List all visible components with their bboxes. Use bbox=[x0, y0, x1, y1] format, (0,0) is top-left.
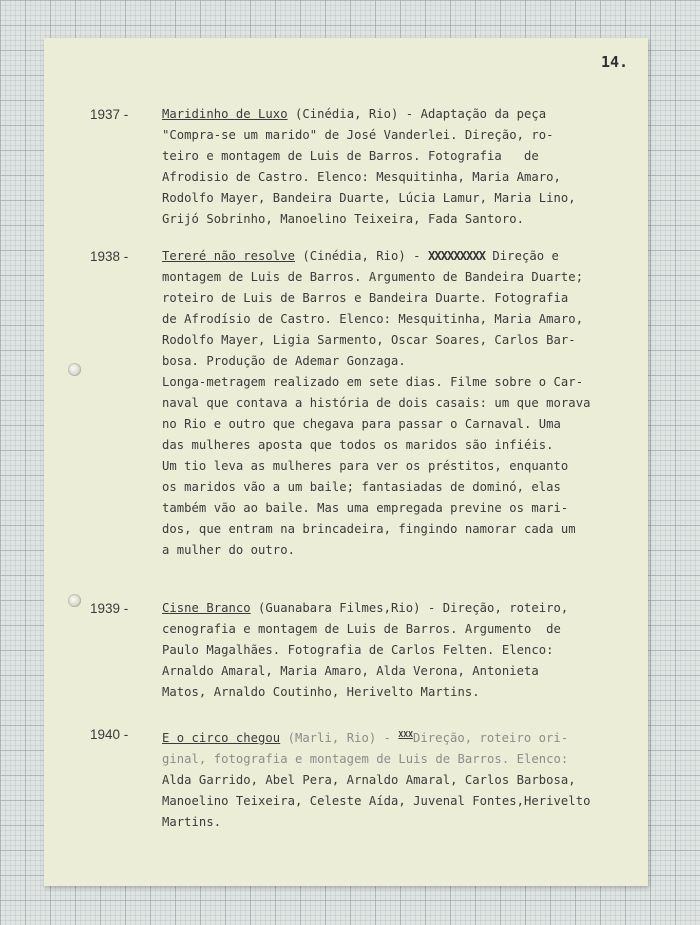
entry-line: Afrodisio de Castro. Elenco: Mesquitinha, Maria Amaro, bbox=[162, 170, 561, 184]
entry-line: também vão ao baile. Mas uma empregada previne os mari- bbox=[162, 501, 569, 515]
entry-line: Matos, Arnaldo Coutinho, Herivelto Martins. bbox=[162, 685, 480, 699]
entry-line: montagem de Luis de Barros. Argumento de Bandeira Duarte; bbox=[162, 270, 584, 284]
entry-line: Cisne Branco (Guanabara Filmes,Rio) - Direção, roteiro, bbox=[162, 601, 569, 615]
entry-line: Manoelino Teixeira, Celeste Aída, Juvenal Fontes,Herivelto bbox=[162, 794, 591, 808]
entry-line: dos, que entram na brincadeira, fingindo namorar cada um bbox=[162, 522, 576, 536]
entry-line: Rodolfo Mayer, Ligia Sarmento, Oscar Soares, Carlos Bar- bbox=[162, 333, 576, 347]
filmography-entry-1940 bbox=[90, 724, 591, 833]
entry-line: Paulo Magalhães. Fotografia de Carlos Felten. Elenco: bbox=[162, 643, 554, 657]
entry-year: 1937 - bbox=[90, 107, 129, 122]
typewritten-page bbox=[44, 38, 648, 886]
punch-hole-icon bbox=[68, 594, 81, 607]
film-title: Cisne Branco bbox=[162, 601, 251, 615]
punch-hole-icon bbox=[68, 363, 81, 376]
entry-line: naval que contava a história de dois casais: um que morava bbox=[162, 396, 591, 410]
struck-text: XXX bbox=[398, 730, 414, 739]
entry-line: Martins. bbox=[162, 815, 222, 829]
entry-line: Tereré não resolve (Cinédia, Rio) - XXXXXXXXX Direção e bbox=[162, 249, 559, 263]
entry-year: 1939 - bbox=[90, 601, 129, 616]
entry-line: teiro e montagem de Luis de Barros. Fotografia de bbox=[162, 149, 539, 163]
entry-line: ginal, fotografia e montagem de Luis de Barros. Elenco: bbox=[162, 752, 569, 766]
entry-line: Rodolfo Mayer, Bandeira Duarte, Lúcia Lamur, Maria Lino, bbox=[162, 191, 576, 205]
film-title: Maridinho de Luxo bbox=[162, 107, 288, 121]
entry-line: das mulheres aposta que todos os maridos são infiéis. bbox=[162, 438, 554, 452]
entry-year: 1940 - bbox=[90, 727, 129, 742]
entry-line: Alda Garrido, Abel Pera, Arnaldo Amaral, Carlos Barbosa, bbox=[162, 773, 576, 787]
film-title: E o circo chegou bbox=[162, 731, 281, 745]
filmography-entry-1937 bbox=[90, 104, 576, 230]
filmography-entry-1938 bbox=[90, 246, 591, 561]
filmography-entry-1939 bbox=[90, 598, 569, 703]
entry-line: E o circo chegou (Marli, Rio) - $^{XXX}$Direção, roteiro ori- bbox=[162, 730, 569, 745]
entry-line: Arnaldo Amaral, Maria Amaro, Alda Verona, Antonieta bbox=[162, 664, 539, 678]
entry-line: os maridos vão a um baile; fantasiadas de dominó, elas bbox=[162, 480, 561, 494]
entry-line: "Compra-se um marido" de José Vanderlei. Direção, ro- bbox=[162, 128, 554, 142]
entry-year: 1938 - bbox=[90, 249, 129, 264]
entry-line: cenografia e montagem de Luis de Barros. Argumento de bbox=[162, 622, 561, 636]
entry-line: roteiro de Luis de Barros e Bandeira Duarte. Fotografia bbox=[162, 291, 569, 305]
entry-line: bosa. Produção de Ademar Gonzaga. bbox=[162, 354, 406, 368]
entry-line: Maridinho de Luxo (Cinédia, Rio) - Adaptação da peça bbox=[162, 107, 547, 121]
film-title: Tereré não resolve bbox=[162, 249, 295, 263]
page-number: 14. bbox=[601, 53, 629, 71]
struck-text: XXXXXXXXX bbox=[427, 249, 486, 263]
entry-line: no Rio e outro que chegava para passar o Carnaval. Uma bbox=[162, 417, 561, 431]
entry-line: Longa-metragem realizado em sete dias. Filme sobre o Car- bbox=[162, 375, 584, 389]
entry-line: Um tio leva as mulheres para ver os préstitos, enquanto bbox=[162, 459, 569, 473]
entry-line: de Afrodísio de Castro. Elenco: Mesquitinha, Maria Amaro, bbox=[162, 312, 584, 326]
entry-line: Grijó Sobrinho, Manoelino Teixeira, Fada Santoro. bbox=[162, 212, 524, 226]
entry-line: a mulher do outro. bbox=[162, 543, 295, 557]
